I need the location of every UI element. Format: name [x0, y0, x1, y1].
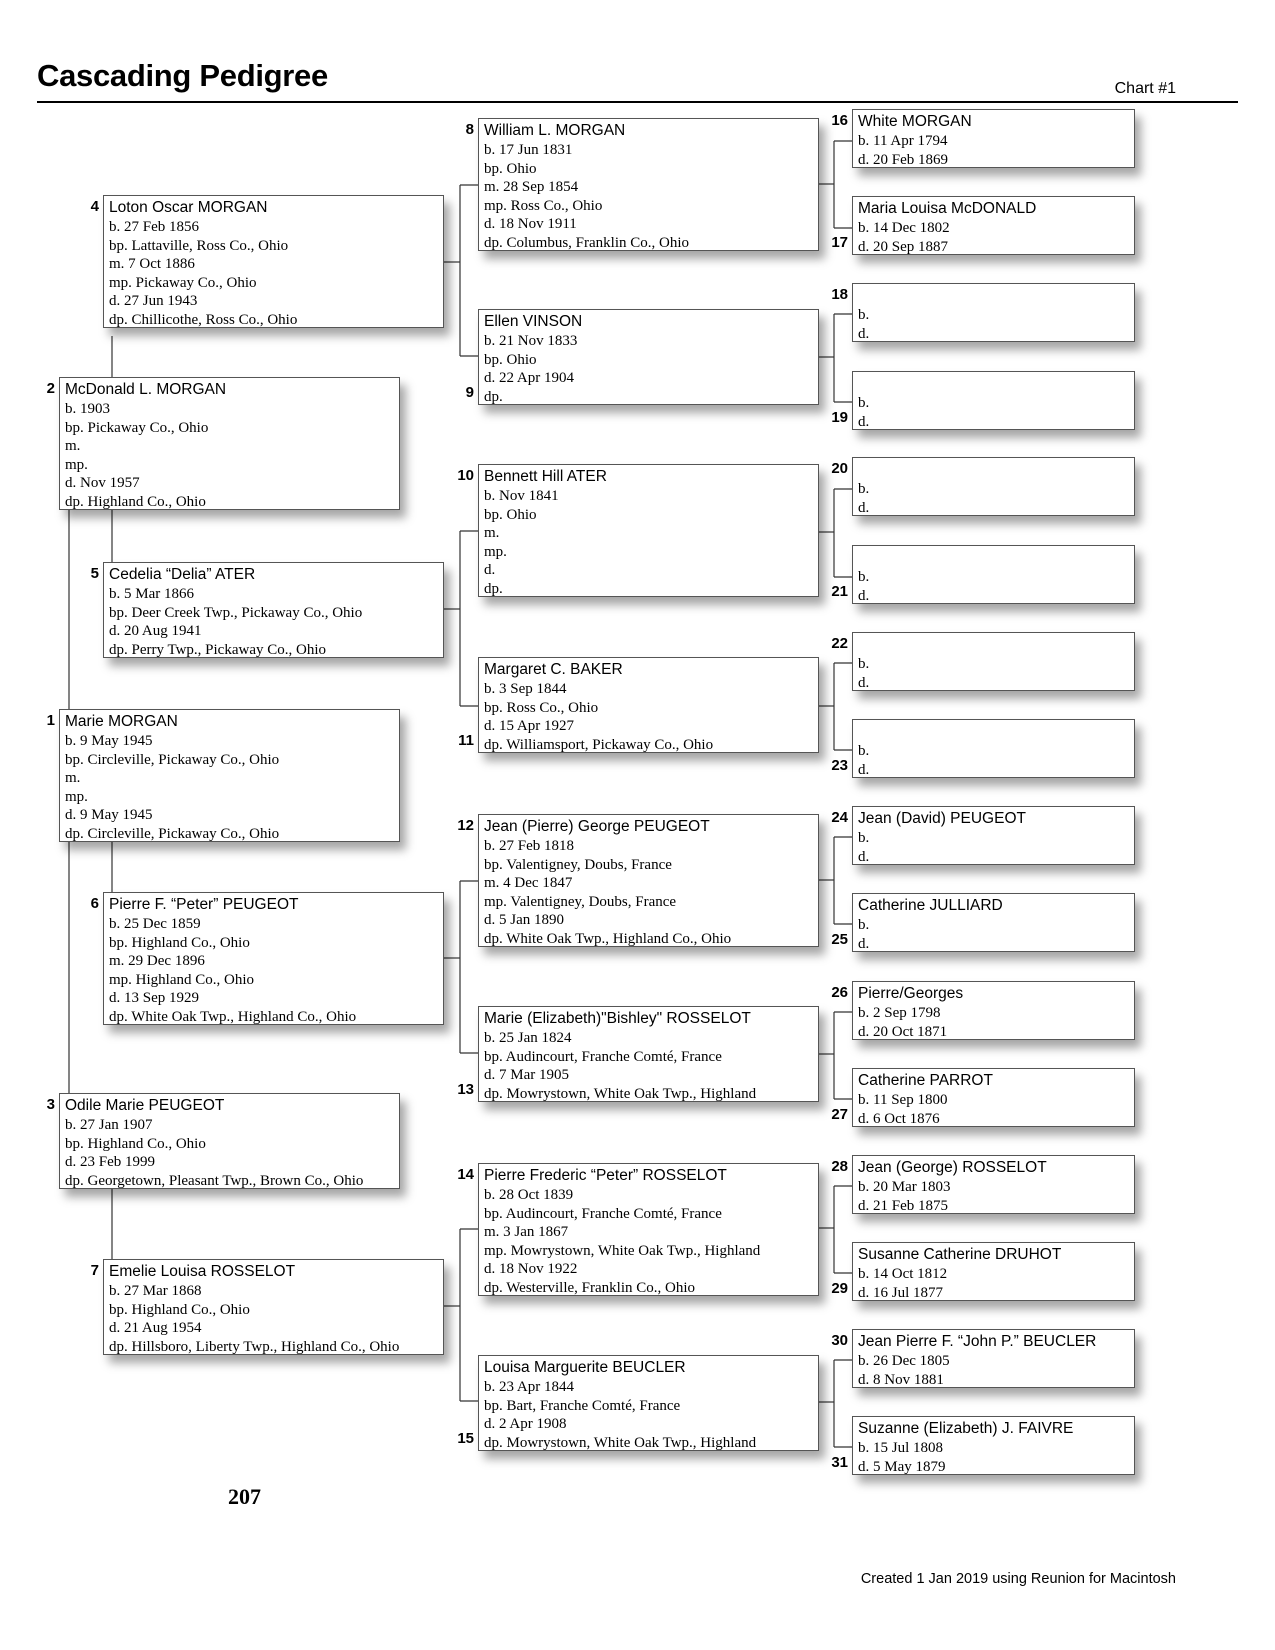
ahnentafel-number: 5: [90, 565, 99, 582]
person-box-14: [478, 1163, 819, 1296]
person-detail: d. Nov 1957: [65, 475, 140, 491]
person-detail: b.: [858, 830, 870, 846]
person-detail: dp. Columbus, Franklin Co., Ohio: [484, 234, 690, 251]
person-name: Margaret C. BAKER: [484, 661, 623, 678]
ahnentafel-number: 21: [831, 583, 848, 600]
person-name: Loton Oscar MORGAN: [109, 199, 268, 216]
person-name: Suzanne (Elizabeth) J. FAIVRE: [858, 1420, 1074, 1437]
person-name: Catherine PARROT: [858, 1072, 993, 1089]
person-detail: bp. Highland Co., Ohio: [65, 1135, 206, 1152]
person-box-7: [103, 1259, 444, 1355]
person-name: [858, 286, 1134, 306]
person-name: William L. MORGAN: [484, 122, 626, 139]
person-detail: dp. Hillsboro, Liberty Twp., Highland Co., Ohio: [109, 1338, 400, 1355]
person-detail: dp. Georgetown, Pleasant Twp., Brown Co., Ohio: [65, 1172, 364, 1189]
person-box-19: [852, 371, 1135, 430]
person-box-9: [478, 309, 819, 405]
person-detail: mp.: [65, 456, 88, 473]
person-detail: b.: [858, 569, 870, 585]
person-box-18: [852, 283, 1135, 342]
person-detail: b. 17 Jun 1831: [484, 142, 573, 158]
person-box-1: [59, 709, 400, 842]
person-detail: d. 27 Jun 1943: [109, 293, 198, 309]
ahnentafel-number: 25: [831, 931, 848, 948]
ahnentafel-number: 14: [457, 1166, 474, 1183]
person-detail: d.: [858, 674, 870, 691]
person-detail: b.: [858, 656, 870, 672]
person-detail: bp. Audincourt, Franche Comté, France: [484, 1048, 722, 1065]
person-box-3: [59, 1093, 400, 1189]
person-box-26: [852, 981, 1135, 1040]
person-detail: dp. Highland Co., Ohio: [65, 493, 206, 510]
person-detail: b. 15 Jul 1808: [858, 1440, 944, 1456]
person-detail: d. 16 Jul 1877: [858, 1284, 944, 1301]
ahnentafel-number: 20: [831, 460, 848, 477]
person-detail: d. 22 Apr 1904: [484, 370, 574, 386]
person-detail: mp. Mowrystown, White Oak Twp., Highland: [484, 1242, 761, 1259]
person-detail: b. 27 Feb 1818: [484, 838, 574, 854]
person-detail: mp.: [65, 788, 88, 805]
person-box-8: [478, 118, 819, 251]
person-detail: d.: [858, 413, 870, 430]
ahnentafel-number: 9: [465, 384, 474, 401]
ahnentafel-number: 16: [831, 112, 848, 129]
person-box-21: [852, 545, 1135, 604]
ahnentafel-number: 22: [831, 635, 848, 652]
person-detail: d. 20 Feb 1869: [858, 151, 948, 168]
person-name: Jean (David) PEUGEOT: [858, 810, 1026, 827]
ahnentafel-number: 10: [457, 467, 474, 484]
person-box-22: [852, 632, 1135, 691]
person-box-6: [103, 892, 444, 1025]
person-name: Jean Pierre F. “John P.” BEUCLER: [858, 1333, 1097, 1350]
person-detail: bp. Valentigney, Doubs, France: [484, 856, 672, 873]
person-detail: d. 15 Apr 1927: [484, 718, 574, 734]
ahnentafel-number: 29: [831, 1280, 848, 1297]
person-detail: d.: [858, 935, 870, 952]
person-detail: bp. Deer Creek Twp., Pickaway Co., Ohio: [109, 604, 363, 621]
person-box-5: [103, 562, 444, 658]
person-box-28: [852, 1155, 1135, 1214]
person-detail: bp. Audincourt, Franche Comté, France: [484, 1205, 722, 1222]
person-detail: b. 11 Sep 1800: [858, 1092, 948, 1108]
person-name: Maria Louisa McDONALD: [858, 200, 1037, 217]
person-box-20: [852, 457, 1135, 516]
person-detail: d. 18 Nov 1911: [484, 216, 577, 232]
person-name: Pierre/Georges: [858, 985, 964, 1002]
person-detail: b. 11 Apr 1794: [858, 133, 948, 149]
person-box-23: [852, 719, 1135, 778]
footer-credit: Created 1 Jan 2019 using Reunion for Macintosh: [860, 1571, 1176, 1587]
person-detail: b. 28 Oct 1839: [484, 1187, 574, 1203]
person-detail: bp. Highland Co., Ohio: [109, 934, 250, 951]
person-detail: b.: [858, 917, 870, 933]
person-detail: b. 25 Dec 1859: [109, 916, 201, 932]
person-detail: bp. Ohio: [484, 351, 537, 368]
person-detail: mp. Pickaway Co., Ohio: [109, 274, 257, 291]
person-box-10: [478, 464, 819, 597]
person-detail: d.: [858, 325, 870, 342]
person-detail: d. 20 Sep 1887: [858, 238, 948, 255]
page-number: 207: [228, 1484, 261, 1509]
person-detail: bp. Ohio: [484, 160, 537, 177]
person-name: Catherine JULLIARD: [858, 897, 1003, 914]
ahnentafel-number: 2: [46, 380, 55, 397]
person-detail: d. 21 Feb 1875: [858, 1197, 948, 1214]
person-detail: d.: [858, 761, 870, 778]
person-detail: bp. Lattaville, Ross Co., Ohio: [109, 237, 289, 254]
person-detail: m.: [65, 770, 81, 786]
person-detail: dp. Williamsport, Pickaway Co., Ohio: [484, 736, 714, 753]
person-box-24: [852, 806, 1135, 865]
ahnentafel-number: 18: [831, 286, 848, 303]
ahnentafel-number: 24: [831, 809, 848, 826]
person-detail: b. 26 Dec 1805: [858, 1353, 950, 1369]
person-detail: m. 28 Sep 1854: [484, 179, 579, 195]
person-name: Ellen VINSON: [484, 313, 583, 330]
ahnentafel-number: 15: [457, 1430, 474, 1447]
person-detail: dp. White Oak Twp., Highland Co., Ohio: [109, 1008, 357, 1025]
person-detail: b. 27 Mar 1868: [109, 1283, 202, 1299]
person-detail: d. 7 Mar 1905: [484, 1067, 569, 1083]
person-name: White MORGAN: [858, 113, 972, 130]
person-detail: b. 5 Mar 1866: [109, 586, 194, 602]
person-detail: dp. White Oak Twp., Highland Co., Ohio: [484, 930, 732, 947]
ahnentafel-number: 3: [46, 1096, 55, 1113]
person-detail: b.: [858, 481, 870, 497]
person-detail: dp. Mowrystown, White Oak Twp., Highland: [484, 1085, 757, 1102]
person-box-11: [478, 657, 819, 753]
person-name: Pierre F. “Peter” PEUGEOT: [109, 896, 299, 913]
person-name: Pierre Frederic “Peter” ROSSELOT: [484, 1167, 727, 1184]
person-detail: d. 5 May 1879: [858, 1458, 946, 1475]
person-name: Susanne Catherine DRUHOT: [858, 1246, 1062, 1263]
person-box-25: [852, 893, 1135, 952]
person-detail: bp. Pickaway Co., Ohio: [65, 419, 209, 436]
person-box-29: [852, 1242, 1135, 1301]
person-detail: d. 9 May 1945: [65, 807, 153, 823]
person-detail: d.: [858, 499, 870, 516]
person-detail: m.: [484, 525, 500, 541]
person-detail: dp. Circleville, Pickaway Co., Ohio: [65, 825, 280, 842]
person-box-15: [478, 1355, 819, 1451]
person-detail: b. 2 Sep 1798: [858, 1005, 941, 1021]
ahnentafel-number: 23: [831, 757, 848, 774]
person-detail: m. 29 Dec 1896: [109, 953, 205, 969]
person-detail: b. 23 Apr 1844: [484, 1379, 574, 1395]
person-detail: d.: [858, 848, 870, 865]
person-box-31: [852, 1416, 1135, 1475]
person-box-2: [59, 377, 400, 510]
person-box-13: [478, 1006, 819, 1102]
person-detail: b. Nov 1841: [484, 488, 559, 504]
ahnentafel-number: 19: [831, 409, 848, 426]
person-detail: bp. Bart, Franche Comté, France: [484, 1397, 681, 1414]
person-name: Marie MORGAN: [65, 713, 178, 730]
person-name: [858, 722, 1134, 742]
person-box-30: [852, 1329, 1135, 1388]
person-detail: dp.: [484, 580, 503, 597]
person-box-17: [852, 196, 1135, 255]
person-detail: dp. Perry Twp., Pickaway Co., Ohio: [109, 641, 326, 658]
person-detail: d. 23 Feb 1999: [65, 1154, 155, 1170]
person-detail: d.: [858, 587, 870, 604]
ahnentafel-number: 13: [457, 1081, 474, 1098]
person-detail: m.: [65, 438, 81, 454]
person-detail: b. 21 Nov 1833: [484, 333, 578, 349]
person-detail: m. 3 Jan 1867: [484, 1224, 569, 1240]
person-detail: d. 8 Nov 1881: [858, 1371, 944, 1388]
person-detail: bp. Highland Co., Ohio: [109, 1301, 250, 1318]
person-name: McDonald L. MORGAN: [65, 381, 227, 398]
person-name: [858, 548, 1134, 568]
person-detail: bp. Circleville, Pickaway Co., Ohio: [65, 751, 280, 768]
person-detail: d. 2 Apr 1908: [484, 1416, 567, 1432]
ahnentafel-number: 26: [831, 984, 848, 1001]
person-name: Louisa Marguerite BEUCLER: [484, 1359, 686, 1376]
person-name: [858, 635, 1134, 655]
person-detail: mp. Valentigney, Doubs, France: [484, 893, 677, 910]
person-box-12: [478, 814, 819, 947]
person-name: Emelie Louisa ROSSELOT: [109, 1263, 296, 1280]
person-detail: b.: [858, 307, 870, 323]
person-detail: bp. Ohio: [484, 506, 537, 523]
ahnentafel-number: 7: [90, 1262, 99, 1279]
ahnentafel-number: 12: [457, 817, 474, 834]
ahnentafel-number: 4: [90, 198, 99, 215]
chart-number: Chart #1: [1114, 80, 1176, 97]
person-detail: m. 4 Dec 1847: [484, 875, 573, 891]
person-detail: bp. Ross Co., Ohio: [484, 699, 599, 716]
ahnentafel-number: 6: [90, 895, 99, 912]
person-detail: b.: [858, 395, 870, 411]
person-name: Odile Marie PEUGEOT: [65, 1097, 225, 1114]
person-detail: b. 14 Oct 1812: [858, 1266, 948, 1282]
person-name: [858, 374, 1134, 394]
person-detail: m. 7 Oct 1886: [109, 256, 195, 272]
person-name: Jean (Pierre) George PEUGEOT: [484, 818, 710, 835]
ahnentafel-number: 8: [465, 121, 474, 138]
person-detail: b. 27 Jan 1907: [65, 1117, 153, 1133]
ahnentafel-number: 31: [831, 1454, 848, 1471]
person-detail: b. 1903: [65, 401, 110, 417]
person-detail: b. 9 May 1945: [65, 733, 153, 749]
person-detail: b. 3 Sep 1844: [484, 681, 567, 697]
person-detail: dp. Westerville, Franklin Co., Ohio: [484, 1279, 695, 1296]
person-detail: mp. Ross Co., Ohio: [484, 197, 603, 214]
person-detail: d. 13 Sep 1929: [109, 990, 199, 1006]
person-box-16: [852, 109, 1135, 168]
header-rule: [37, 101, 1238, 103]
ahnentafel-number: 11: [458, 732, 474, 749]
person-detail: dp. Chillicothe, Ross Co., Ohio: [109, 311, 298, 328]
person-detail: b. 20 Mar 1803: [858, 1179, 951, 1195]
person-box-27: [852, 1068, 1135, 1127]
person-detail: d. 21 Aug 1954: [109, 1320, 202, 1336]
person-detail: b.: [858, 743, 870, 759]
person-name: Cedelia “Delia” ATER: [109, 566, 256, 583]
person-detail: b. 27 Feb 1856: [109, 219, 199, 235]
ahnentafel-number: 28: [831, 1158, 848, 1175]
person-detail: b. 25 Jan 1824: [484, 1030, 572, 1046]
person-detail: d.: [484, 562, 496, 578]
person-detail: mp. Highland Co., Ohio: [109, 971, 254, 988]
person-detail: d. 18 Nov 1922: [484, 1261, 578, 1277]
person-detail: dp. Mowrystown, White Oak Twp., Highland: [484, 1434, 757, 1451]
ahnentafel-number: 27: [831, 1106, 848, 1123]
person-detail: d. 6 Oct 1876: [858, 1110, 940, 1127]
person-detail: mp.: [484, 543, 507, 560]
person-detail: d. 20 Aug 1941: [109, 623, 202, 639]
person-box-4: [103, 195, 444, 328]
person-name: Jean (George) ROSSELOT: [858, 1159, 1047, 1176]
person-detail: b. 14 Dec 1802: [858, 220, 950, 236]
person-detail: d. 5 Jan 1890: [484, 912, 564, 928]
page-title: Cascading Pedigree: [37, 58, 328, 93]
person-detail: dp.: [484, 388, 503, 405]
person-name: [858, 460, 1134, 480]
person-name: Marie (Elizabeth)"Bishley" ROSSELOT: [484, 1010, 751, 1027]
person-name: Bennett Hill ATER: [484, 468, 607, 485]
ahnentafel-number: 17: [831, 234, 848, 251]
person-detail: d. 20 Oct 1871: [858, 1023, 948, 1040]
ahnentafel-number: 30: [831, 1332, 848, 1349]
ahnentafel-number: 1: [46, 712, 55, 729]
